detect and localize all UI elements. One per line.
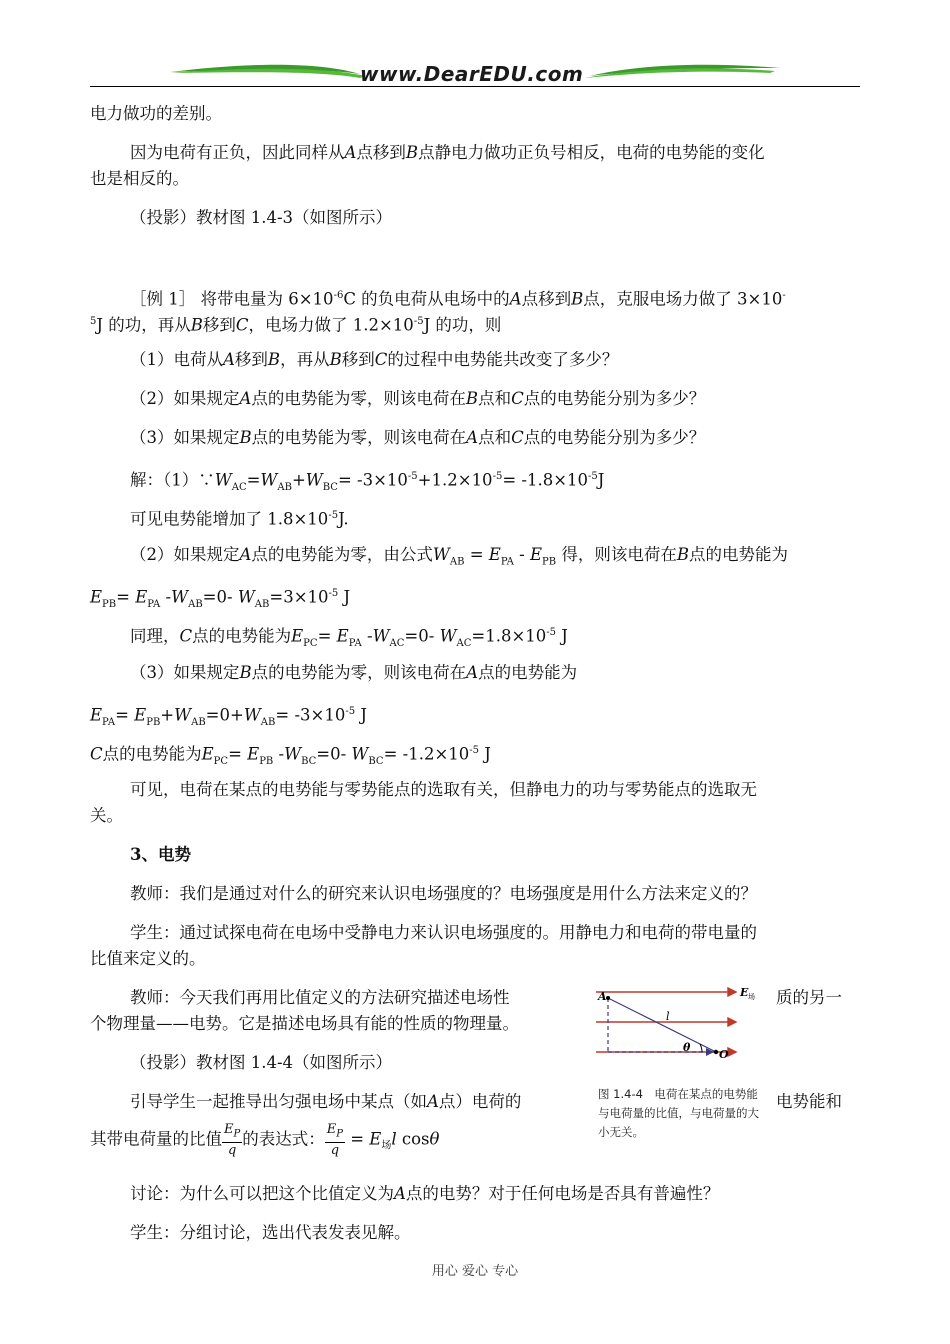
text-line: 讨论：为什么可以把这个比值定义为A点的电势？对于任何电场是否具有普遍性？ <box>130 1184 720 1203</box>
header-rule <box>90 86 860 87</box>
footer-text: 用心 爱心 专心 <box>431 1264 519 1279</box>
solution-line: C点的电势能为$E_{PC}= E_{PB}$ $-W_{BC}=0-$ $W_{BC}= -1.2\times 10^{-5}$ J <box>90 744 491 767</box>
question-2: （2）如果规定A点的电势能为零，则该电荷在B点和C点的电势能分别为多少？ <box>130 389 706 408</box>
solution-line: 同理，C点的电势能为$E_{PC}= E_{PA}$ $-W_{AC}=0-$ $W_{AC}=1.8\times 10^{-5}$ J <box>130 626 568 649</box>
figure-caption: 图 1.4-4 电荷在某点的电势能与电荷量的比值，与电荷量的大小无关。 <box>598 1087 759 1139</box>
solution-line: $E_{PB}= E_{PA}$ $-W_{AB}=0-$ $W_{AB}=3\times 10^{-5}$ J <box>90 587 351 610</box>
question-3: （3）如果规定B点的电势能为零，则该电荷在A点和C点的电势能分别为多少？ <box>130 428 706 447</box>
figure-label-theta: θ <box>683 1041 691 1054</box>
text-line: 学生：通过试探电荷在电场中受静电力来认识电场强度的。用静电力和电荷的带电量的 <box>130 923 757 942</box>
fraction-ep-q: $\frac{E_P}{q}$ <box>224 1122 241 1158</box>
figure-label-l: l <box>666 1010 670 1023</box>
figure-label-a: A <box>598 990 607 1003</box>
figure-label-e: E <box>740 986 749 999</box>
text-line: 因为电荷有正负，因此同样从A点移到B点静电力做功正负号相反，电荷的电势能的变化 <box>130 143 765 162</box>
text-line: 比值来定义的。 <box>90 949 206 968</box>
section-heading: 3、电势 <box>130 845 191 864</box>
example-line: $^5$J 的功，再从B移到C，电场力做了 $1.2\times 10^{-5}J$ 的功，则 <box>90 315 502 335</box>
solution-line: $E_{PA}= E_{PB}+W_{AB}=0+W_{AB}= -3\times 10^{-5}$ J <box>90 705 367 728</box>
text-line-right: 电势能和 <box>776 1092 842 1111</box>
solution-line: 解：$(1)\because W_{AC}=W_{AB}+W_{BC}= -3\times 10^{-5}+1.2\times 10^{-5}= -1.8\times 10^{-5}J$ <box>130 470 605 493</box>
formula-line: 其带电荷量的比值 $\frac{E_P}{q}$ 的表达式： $\frac{E_P}{q}$ = $E_场l$ cosθ <box>90 1122 440 1158</box>
text-line: 教师：我们是通过对什么的研究来认识电场强度的？电场强度是用什么方法来定义的？ <box>130 884 757 903</box>
figure-label-o: O <box>719 1048 729 1061</box>
text-line: 个物理量——电势。它是描述电场具有能的性质的物理量。 <box>90 1014 519 1033</box>
text-line: 电力做功的差别。 <box>90 104 222 123</box>
text-line: 关。 <box>90 806 123 825</box>
text-line-right: 质的另一 <box>776 988 842 1007</box>
header-site-name: www.DearEDU.com <box>360 62 584 86</box>
question-1: （1）电荷从A移到B，再从B移到C的过程中电势能共改变了多少？ <box>130 350 619 369</box>
solution-line: （3）如果规定B点的电势能为零，则该电荷在A点的电势能为 <box>130 663 578 682</box>
text-line: 可见，电荷在某点的电势能与零势能点的选取有关，但静电力的功与零势能点的选取无 <box>130 780 757 799</box>
example-line: ［例 1］ 将带电量为 $6\times 10^{-6}C$ 的负电荷从电场中的A点移到B点，克服电场力做了 3×10- <box>130 289 786 309</box>
text-line: 学生：分组讨论，选出代表发表见解。 <box>130 1223 411 1242</box>
solution-line: 可见电势能增加了 $1.8\times 10^{-5}J$. <box>130 509 349 529</box>
text-line: （投影）教材图 1.4-3（如图所示） <box>130 208 393 227</box>
text-line: 教师：今天我们再用比值定义的方法研究描述电场性 <box>130 988 510 1007</box>
text-line: 也是相反的。 <box>90 169 189 188</box>
fraction-ep-q-2: $\frac{E_P}{q}$ <box>326 1122 343 1158</box>
text-line: （投影）教材图 1.4-4（如图所示） <box>130 1053 393 1072</box>
solution-line: （2）如果规定A点的电势能为零，由公式$W_{AB} = E_{PA} - E_{PB}$ 得，则该电荷在B点的电势能为 <box>130 545 788 568</box>
text-line: 引导学生一起推导出匀强电场中某点（如A点）电荷的 <box>130 1092 522 1111</box>
figure-label-e-sub: 场 <box>748 993 755 1001</box>
